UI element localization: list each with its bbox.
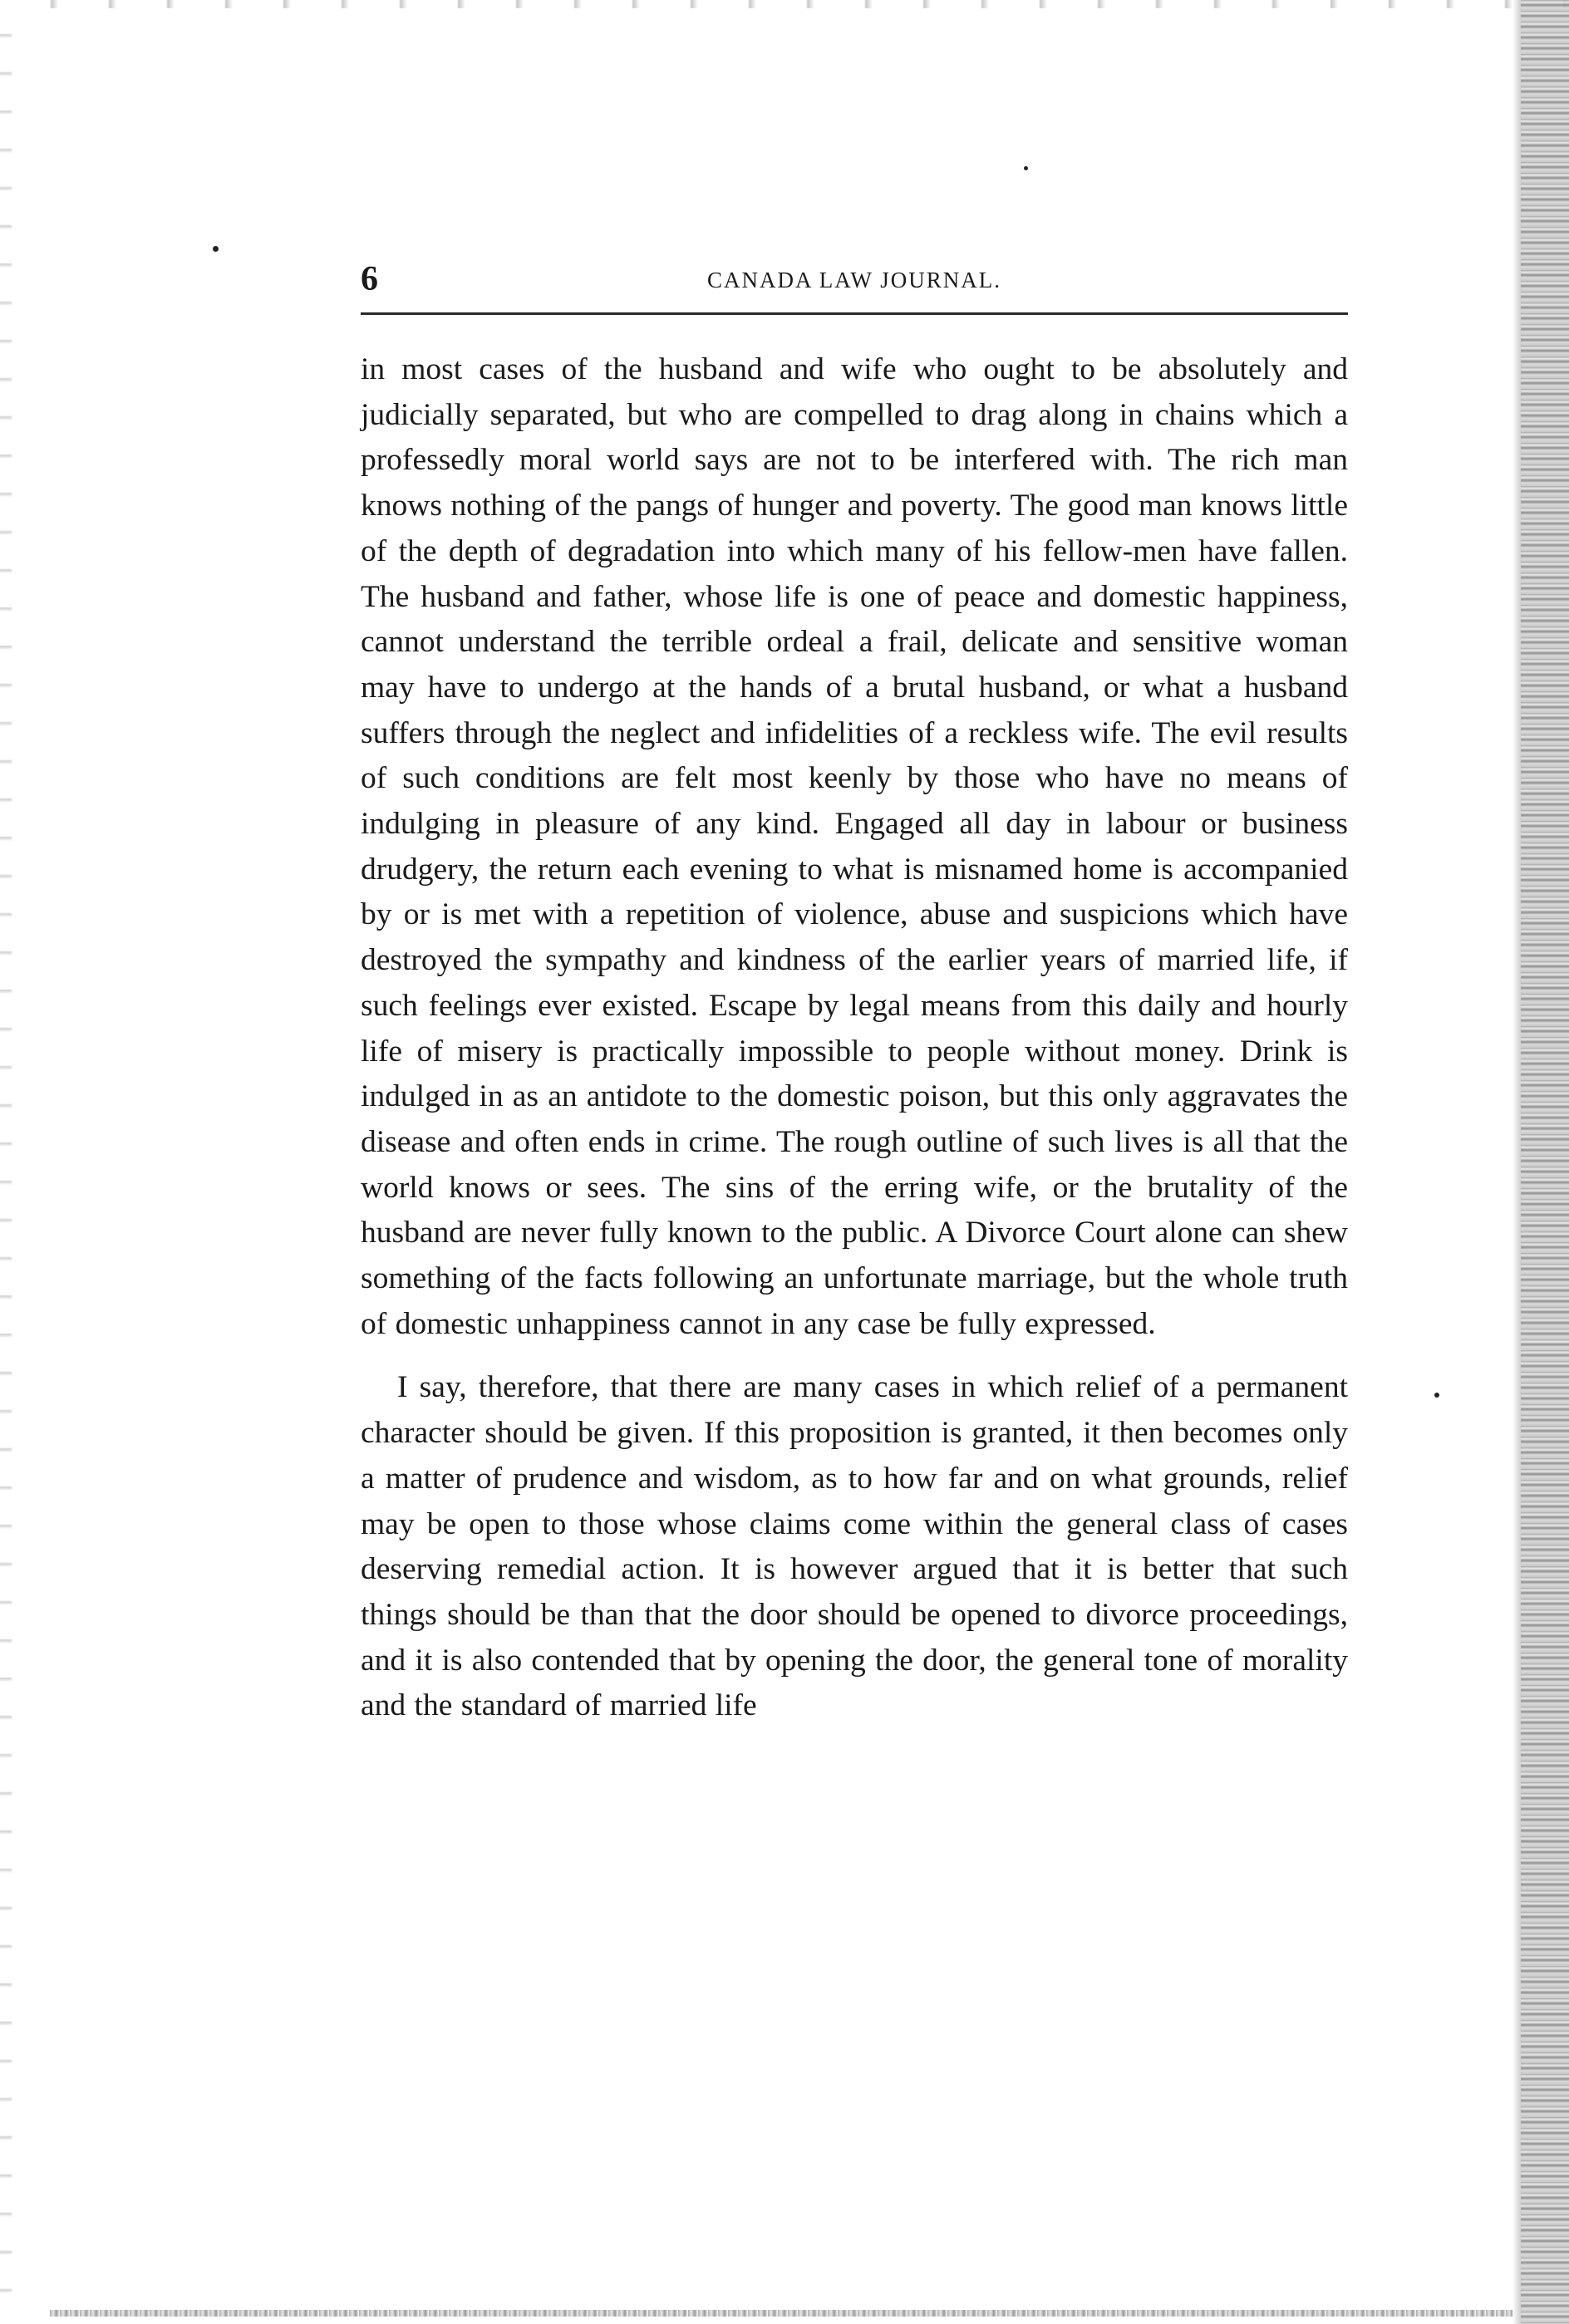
paragraph: I say, therefore, that there are many cases in which relief of a permanent character should be given. If this proposition is granted, it then becomes only a matter of prudence and wisdom, as to how far and on what grounds, relief may be open to those whose claims come within the general class of cases deserving remedial action. It is however argued that it is better that such things should be than that the door should be opened to divorce proceedings, and it is also contended that by opening the door, the general tone of morality and the standard of married life	[361, 1370, 1348, 1723]
body-text	[361, 347, 1348, 1729]
scan-edge-right	[1521, 0, 1569, 2324]
page-header	[361, 254, 1348, 304]
page-shadow-right	[1512, 0, 1521, 2324]
scan-edge-left	[0, 0, 12, 2324]
scan-edge-top	[0, 0, 1569, 8]
page-number: 6	[361, 260, 379, 298]
scan-edge-bottom	[50, 2310, 1512, 2317]
running-head: CANADA LAW JOURNAL.	[706, 268, 1002, 292]
scan-speck	[1024, 166, 1028, 170]
scan-speck	[213, 246, 219, 252]
header-rule	[361, 312, 1348, 315]
paragraph: in most cases of the husband and wife who ought to be absolutely and judicially separated, but who are compelled to drag along in chains which a professedly moral world says are not to be interfered with. The rich man knows nothing of the pangs of hunger and poverty. The good man knows little of the depth of degradation into which many of his fellow-men have fallen. The husband and father, whose life is one of peace and domestic happiness, cannot understand the terrible ordeal a frail, delicate and sensitive woman may have to undergo at the hands of a brutal husband, or what a husband suffers through the neglect and infidelities of a reckless wife. The evil results of such conditions are felt most keenly by those who have no means of indulging in pleasure of any kind. Engaged all day in labour or business drudgery, the return each evening to what is misnamed home is accompanied by or is met with a repetition of violence, abuse and suspicions which have destroyed the sympathy and kindness of the earlier years of married life, if such feelings ever existed. Escape by legal means from this daily and hourly life of misery is practically impossible to people without money. Drink is indulged in as an antidote to the domestic poison, but this only aggravates the disease and often ends in crime. The rough outline of such lives is all that the world knows or sees. The sins of the erring wife, or the brutality of the husband are never fully known to the public. A Divorce Court alone can shew something of the facts following an unfortunate marriage, but the whole truth of domestic unhappiness cannot in any case be fully expressed.	[361, 352, 1348, 1341]
scan-speck	[1434, 1393, 1439, 1398]
